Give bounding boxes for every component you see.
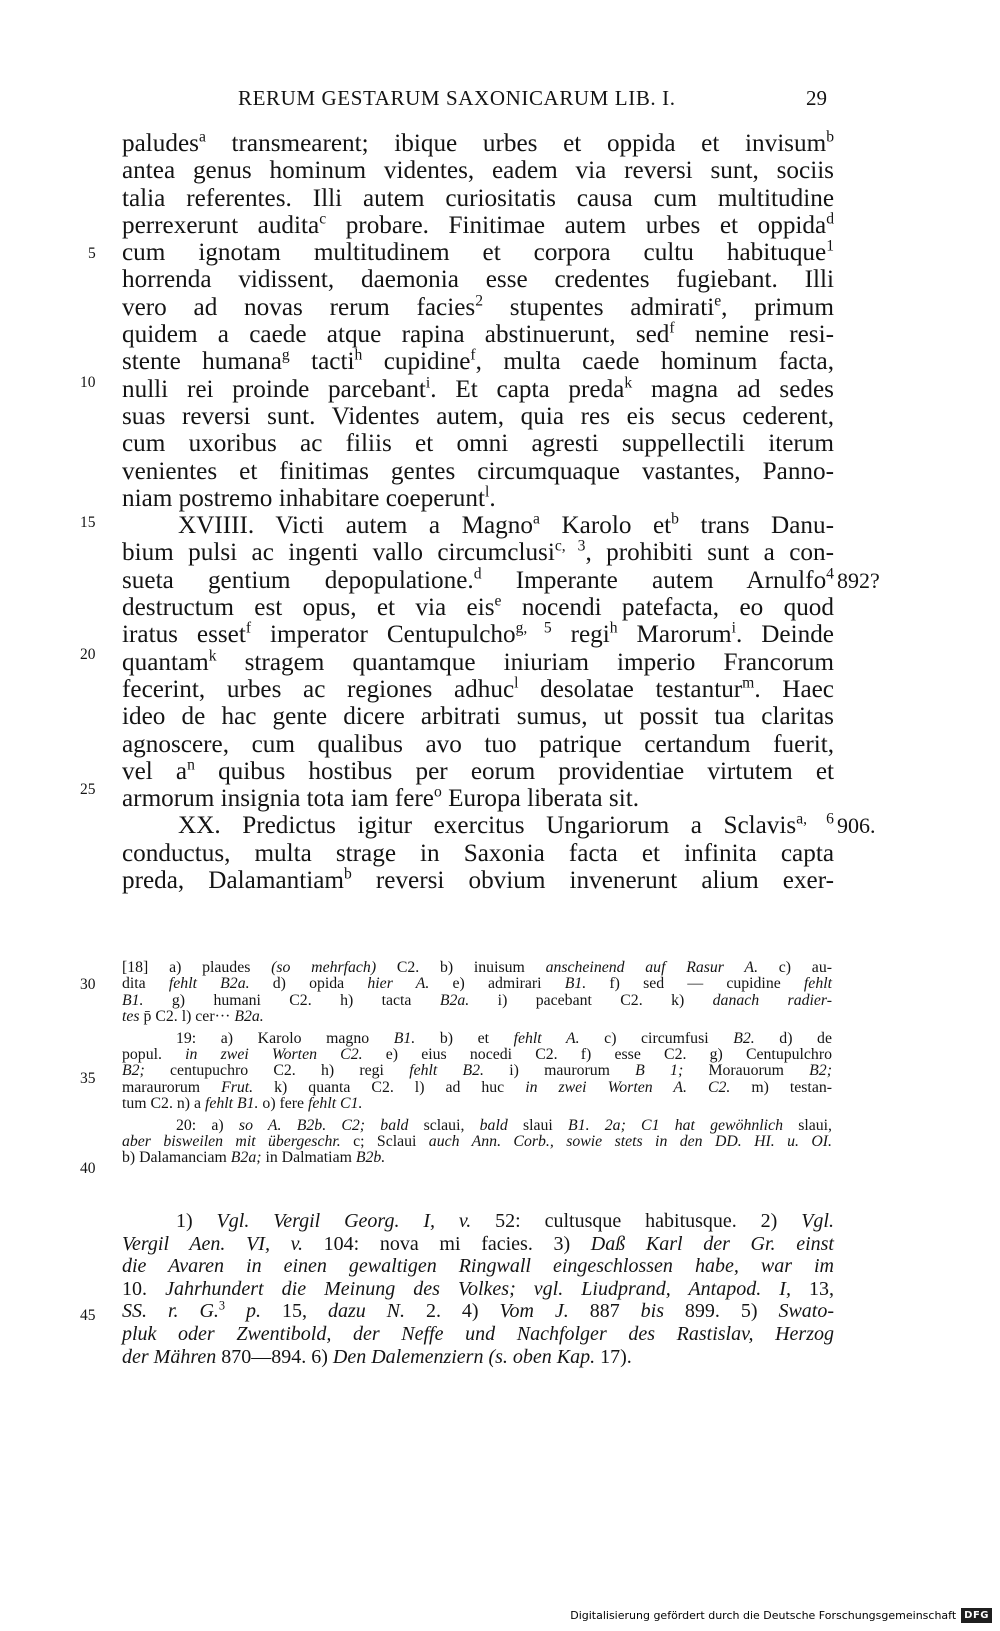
text-line: preda, Dalamantiam$^b$ reversi obvium invenerunt alium exer- (122, 865, 834, 895)
credit-text: Digitalisierung gefördert durch die Deutsche Forschungsgemeinschaft (570, 1608, 957, 1622)
footnote-line: pluk oder Zwentibold, der Neffe und Nachfolger des Rastislav, Herzog (122, 1322, 834, 1345)
margin-date: 892? (837, 568, 880, 593)
line-number: 40 (80, 1160, 96, 1177)
dfg-logo-icon: DFG (961, 1608, 992, 1623)
apparatus-line: B1. g) humani C2. h) tacta B2a. i) pacebant C2. k) danach radier- (122, 991, 832, 1009)
apparatus-line: [18] a) plaudes (so mehrfach) C2. b) inuisum anscheinend auf Rasur A. c) au- (122, 959, 832, 976)
text-line: fecerint, urbes ac regiones adhuc$^l$ desolatae testantur$^m$. Haec (122, 674, 834, 703)
line-number: 15 (80, 514, 96, 531)
text-line: agnoscere, cum qualibus avo tuo patrique certandum fuerit, (122, 730, 834, 758)
footnote-line: SS. r. G.$^3$ p. 15, dazu N. 2. 4) Vom J. 887 bis 899. 5) Swato- (122, 1298, 835, 1323)
line-number: 30 (80, 976, 96, 993)
text-line: bium pulsi ac ingenti vallo circumclusi$^{c, 3}$, prohibiti sunt a con- (122, 538, 834, 567)
text-line: quidem a caede atque rapina abstinuerunt, sed$^f$ nemine resi- (122, 319, 834, 349)
chapter-line: XVIIII. Victi autem a Magno$^a$ Karolo $et^b$ trans Danu- (178, 510, 835, 540)
apparatus-line: 19: a) Karolo magno B1. b) et fehlt A. c) circumfusi B2. d) de (176, 1029, 832, 1047)
main-text (122, 130, 834, 894)
chapter-line: XX. Predictus igitur exercitus Ungariorum a Sclavis$^{a, 6}$ (178, 811, 834, 840)
text-line: armorum insignia tota iam fere$^o$ Europa liberata sit. (122, 783, 639, 813)
text-line: cum ignotam multitudinem et corpora cultu habituque$^1$ (122, 237, 834, 267)
apparatus-line: popul. in zwei Worten C2. e) eius nocedi C2. f) esse C2. g) Centupulchro (122, 1046, 832, 1064)
text-line: iratus esset$^f$ imperator Centupulcho$^{g, 5}$ regi$^h$ Marorum$^i$. Deinde (122, 619, 834, 649)
apparatus-line: aber bisweilen mit übergeschr. c; Sclaui auch Ann. Corb., sowie stets in den DD. HI. u. OI. (122, 1133, 833, 1151)
line-number: 10 (80, 374, 96, 391)
text-line: sueta gentium depopulatione.$^d$ Imperante autem Arnulfo$^4$ (122, 565, 834, 594)
line-number: 5 (88, 245, 96, 262)
line-number: 20 (80, 646, 96, 663)
digitization-credit (570, 1605, 992, 1625)
apparatus-line: B2; centupuchro C2. h) regi fehlt B2. i) maurorum B 1; Morauorum B2; (122, 1062, 832, 1080)
text-line: quantam$^k$ stragem quantamque iniuriam imperio Francorum (122, 647, 834, 676)
running-title: RERUM GESTARUM SAXONICARUM LIB. I. (238, 86, 676, 110)
apparatus-line: dita fehlt B2a. d) opida hier A. e) admirari B1. f) sed — cupidine fehlt (122, 975, 832, 993)
line-number: 45 (80, 1307, 96, 1324)
footnotes (122, 1210, 834, 1368)
footnote-line: 1) Vgl. Vergil Georg. I, v. 52: cultusque habitusque. 2) Vgl. (176, 1210, 834, 1232)
footnote-line: die Avaren in einen gewaltigen Ringwall eingeschlossen habe, war im (122, 1255, 834, 1278)
apparatus-line: maraurorum Frut. k) quanta C2. l) ad huc in zwei Worten A. C2. m) testan- (122, 1078, 832, 1096)
text-line: stente humana$^g$ tacti$^h$ cupidine$^f$, multa caede hominum facta, (122, 347, 834, 376)
text-line: ideo de hac gente dicere arbitrati sumus, ut possit tua claritas (122, 703, 834, 731)
line-number: 35 (80, 1070, 96, 1087)
apparatus-line: 20: a) so A. B2b. C2; bald sclaui, bald slaui B1. 2a; C1 hat gewöhnlich slaui, (176, 1116, 832, 1134)
page-number: 29 (806, 86, 827, 110)
apparatus-line: tum C2. n) a fehlt B1. o) fere fehlt C1. (122, 1095, 363, 1113)
footnote-line: 10. Jahrhundert die Meinung des Volkes; vgl. Liudprand, Antapod. I, 13, (122, 1277, 835, 1300)
text-line: antea genus hominum videntes, eadem via reversi sunt, sociis (122, 157, 834, 185)
text-line: venientes et finitimas gentes circumquaque vastantes, Panno- (122, 457, 834, 485)
text-line: horrenda vidissent, daemonia esse credentes fugiebant. Illi (122, 266, 834, 294)
text-line: suas reversi sunt. Videntes autem, quia res eis secus cederent, (122, 402, 834, 430)
apparatus-line: tes p̄ C2. l) cer··· B2a. (122, 1008, 264, 1026)
text-line: perrexerunt audita$^c$ probare. Finitimae autem urbes et oppida$^d$ (122, 210, 834, 239)
line-number: 25 (80, 781, 96, 798)
text-line: vel $a^n$ quibus hostibus per eorum providentiae virtutem et (122, 756, 835, 785)
critical-apparatus (122, 960, 832, 1167)
footnote-line: Vergil Aen. VI, v. 104: nova mi facies. 3) Daß Karl der Gr. einst (122, 1232, 834, 1255)
text-line: vero ad novas rerum facies$^2$ stupentes admirati$^e$, primum (122, 292, 834, 321)
text-line: cum uxoribus ac filiis et omni agresti suppellectili iterum (122, 430, 834, 458)
text-line: niam postremo inhabitare coeperunt$^l$. (122, 483, 496, 512)
footnote-line: der Mähren 870—894. 6) Den Dalemenziern (s. oben Kap. 17). (122, 1345, 632, 1368)
apparatus-line: b) Dalamanciam B2a; in Dalmatiam B2b. (122, 1149, 386, 1167)
text-line: nulli rei proinde parcebant$^i$. Et capta preda$^k$ magna ad sedes (122, 374, 834, 403)
text-line: conductus, multa strage in Saxonia facta et infinita capta (122, 839, 834, 867)
text-line: talia referentes. Illi autem curiositatis causa cum multitudine (122, 184, 834, 212)
running-header (0, 86, 1000, 116)
text-line: destructum est opus, et via eis$^e$ nocendi patefacta, eo quod (122, 592, 834, 622)
margin-date: 906. (837, 813, 876, 838)
text-line: paludes$^a$ transmearent; ibique urbes et oppida et invisum$^b$ (122, 128, 834, 157)
